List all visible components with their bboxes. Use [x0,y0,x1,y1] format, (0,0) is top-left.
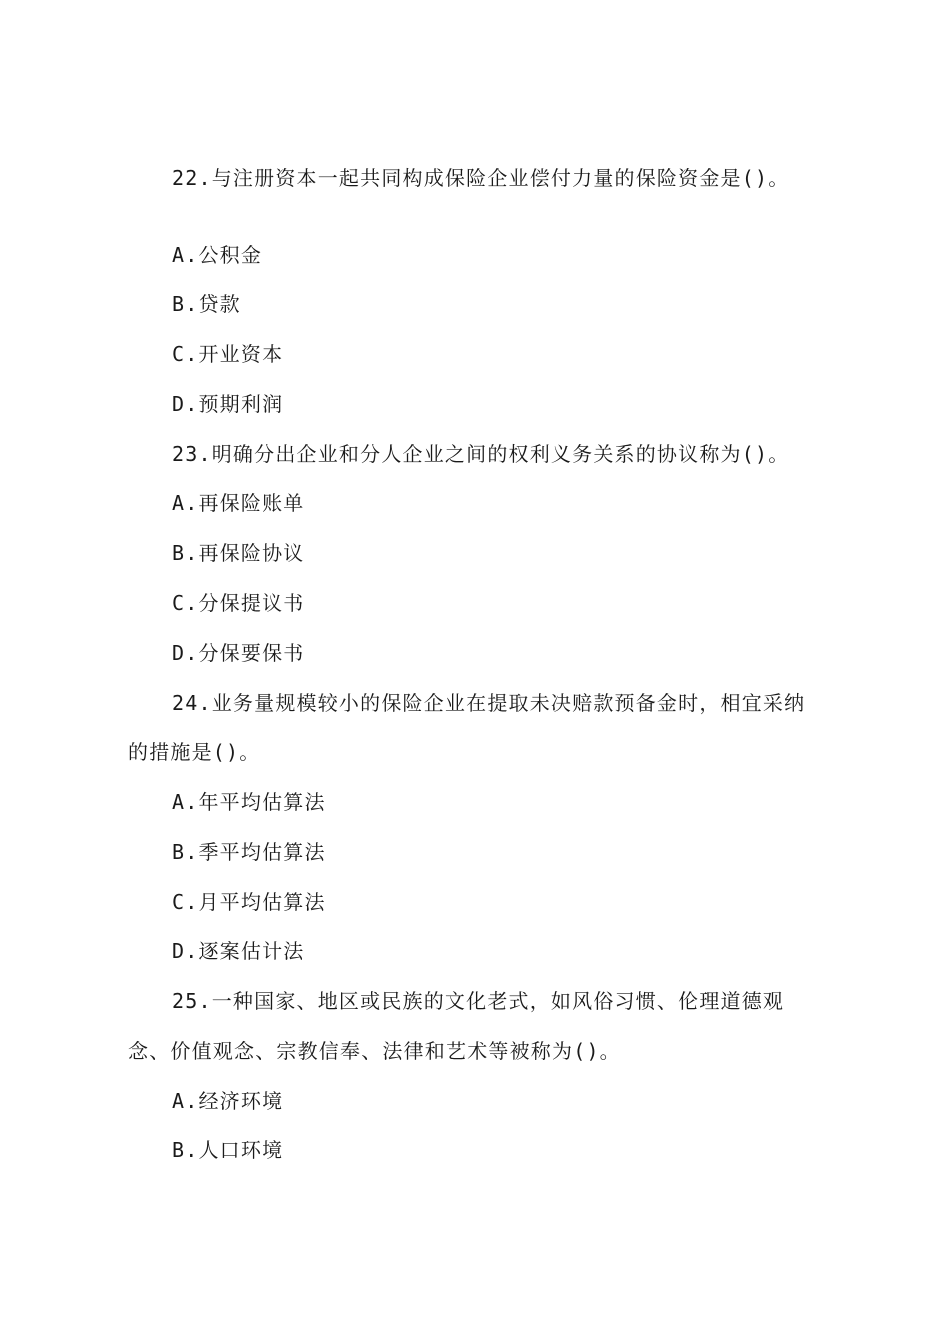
question-22-option-a: A.公积金 [172,243,263,267]
question-25-stem-line-1: 25.一种国家、地区或民族的文化老式，如风俗习惯、伦理道德观 [172,989,785,1013]
question-24-option-d: D.逐案估计法 [172,939,305,963]
question-24-option-b: B.季平均估算法 [172,840,326,864]
question-22-option-c: C.开业资本 [172,342,284,366]
question-23-stem: 23.明确分出企业和分人企业之间的权利义务关系的协议称为()。 [172,442,790,466]
question-23-option-a: A.再保险账单 [172,491,305,515]
question-22-option-d: D.预期利润 [172,392,284,416]
question-23-option-d: D.分保要保书 [172,641,305,665]
question-25-option-a: A.经济环境 [172,1089,284,1113]
question-24-stem-line-1: 24.业务量规模较小的保险企业在提取未决赔款预备金时，相宜采纳 [172,691,806,715]
question-24-option-a: A.年平均估算法 [172,790,326,814]
question-23-option-b: B.再保险协议 [172,541,305,565]
question-24-option-c: C.月平均估算法 [172,890,326,914]
question-24-stem-line-2: 的措施是()。 [128,740,261,764]
question-25-stem-line-2: 念、价值观念、宗教信奉、法律和艺术等被称为()。 [128,1039,621,1063]
question-25-option-b: B.人口环境 [172,1138,284,1162]
question-23-option-c: C.分保提议书 [172,591,305,615]
question-22-stem: 22.与注册资本一起共同构成保险企业偿付力量的保险资金是()。 [172,166,790,190]
question-22-option-b: B.贷款 [172,292,241,316]
